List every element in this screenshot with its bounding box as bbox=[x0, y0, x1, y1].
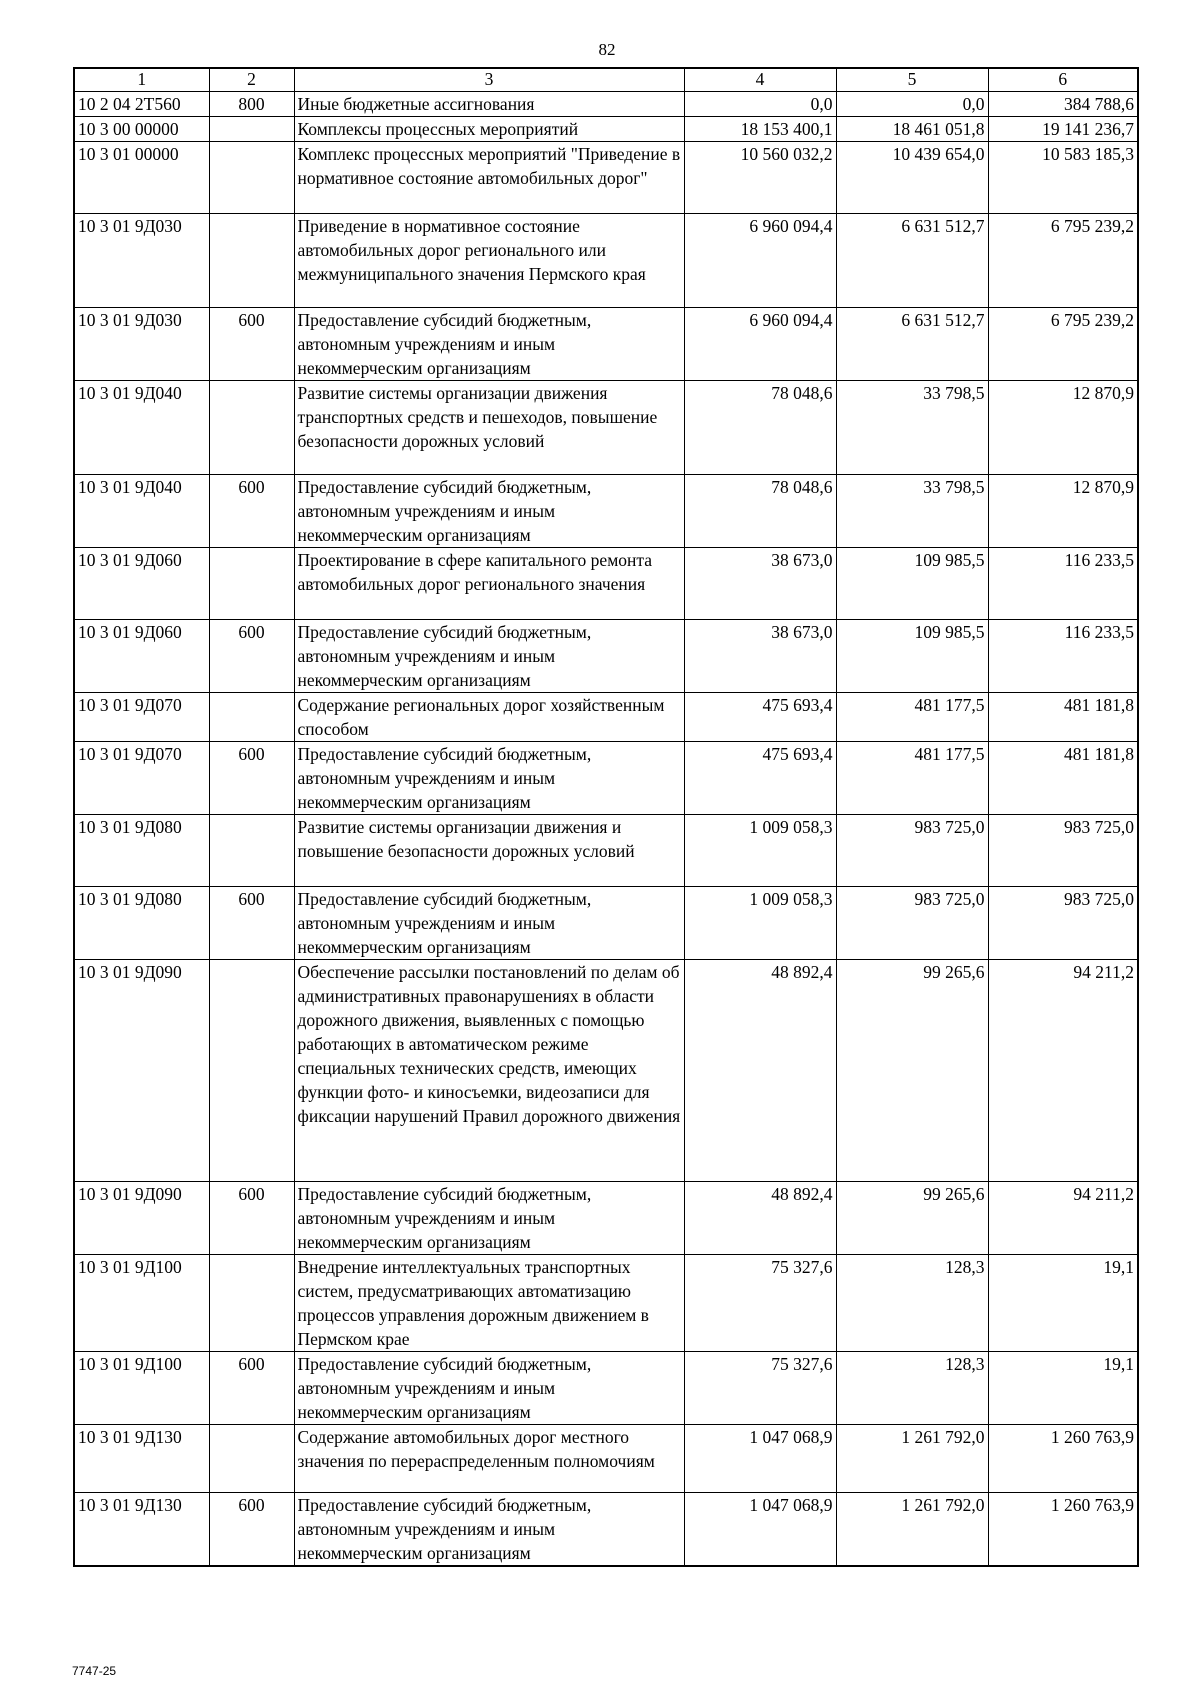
row-value-col5: 481 177,5 bbox=[836, 693, 988, 742]
table-row bbox=[74, 742, 1138, 815]
row-value-col6: 1 260 763,9 bbox=[988, 1425, 1138, 1493]
row-code: 10 3 01 9Д130 bbox=[74, 1493, 209, 1567]
row-value-col5: 109 985,5 bbox=[836, 548, 988, 620]
row-expense-type: 600 bbox=[209, 1182, 294, 1255]
column-header: 4 bbox=[684, 68, 836, 92]
row-value-col6: 481 181,8 bbox=[988, 693, 1138, 742]
row-value-col5: 0,0 bbox=[836, 92, 988, 117]
row-name: Внедрение интеллектуальных транспортных систем, предусматривающих автоматизацию процессов управления дорожным движением в Пермском крае bbox=[294, 1255, 684, 1352]
row-value-col5: 983 725,0 bbox=[836, 887, 988, 960]
row-expense-type: 600 bbox=[209, 1352, 294, 1425]
row-code: 10 3 01 9Д080 bbox=[74, 887, 209, 960]
table-row bbox=[74, 887, 1138, 960]
row-value-col5: 1 261 792,0 bbox=[836, 1425, 988, 1493]
row-value-col5: 6 631 512,7 bbox=[836, 214, 988, 308]
table-row bbox=[74, 1182, 1138, 1255]
page-number: 82 bbox=[598, 40, 616, 59]
table-row bbox=[74, 693, 1138, 742]
row-value-col5: 983 725,0 bbox=[836, 815, 988, 887]
row-code: 10 3 01 9Д090 bbox=[74, 960, 209, 1182]
row-expense-type bbox=[209, 214, 294, 308]
row-name: Предоставление субсидий бюджетным, автономным учреждениям и иным некоммерческим организациям bbox=[294, 308, 684, 381]
row-value-col6: 6 795 239,2 bbox=[988, 308, 1138, 381]
row-value-col4: 6 960 094,4 bbox=[684, 214, 836, 308]
row-code: 10 3 01 9Д100 bbox=[74, 1352, 209, 1425]
row-value-col6: 983 725,0 bbox=[988, 887, 1138, 960]
budget-table bbox=[73, 67, 1139, 1567]
row-value-col6: 19,1 bbox=[988, 1352, 1138, 1425]
document-id: 7747-25 bbox=[72, 1664, 117, 1678]
row-value-col6: 19,1 bbox=[988, 1255, 1138, 1352]
row-name: Предоставление субсидий бюджетным, автономным учреждениям и иным некоммерческим организациям bbox=[294, 1352, 684, 1425]
row-name: Предоставление субсидий бюджетным, автономным учреждениям и иным некоммерческим организациям bbox=[294, 475, 684, 548]
row-expense-type bbox=[209, 960, 294, 1182]
row-expense-type bbox=[209, 117, 294, 142]
row-name: Предоставление субсидий бюджетным, автономным учреждениям и иным некоммерческим организациям bbox=[294, 887, 684, 960]
row-value-col4: 1 047 068,9 bbox=[684, 1425, 836, 1493]
row-value-col4: 475 693,4 bbox=[684, 693, 836, 742]
row-name: Предоставление субсидий бюджетным, автономным учреждениям и иным некоммерческим организациям bbox=[294, 620, 684, 693]
row-expense-type bbox=[209, 693, 294, 742]
row-expense-type: 600 bbox=[209, 742, 294, 815]
row-value-col4: 6 960 094,4 bbox=[684, 308, 836, 381]
row-value-col4: 1 009 058,3 bbox=[684, 887, 836, 960]
row-code: 10 3 01 9Д090 bbox=[74, 1182, 209, 1255]
row-value-col4: 48 892,4 bbox=[684, 1182, 836, 1255]
row-value-col5: 99 265,6 bbox=[836, 960, 988, 1182]
row-expense-type: 600 bbox=[209, 620, 294, 693]
table-row bbox=[74, 92, 1138, 117]
column-header: 2 bbox=[209, 68, 294, 92]
row-value-col5: 99 265,6 bbox=[836, 1182, 988, 1255]
row-code: 10 3 01 9Д030 bbox=[74, 308, 209, 381]
row-expense-type: 600 bbox=[209, 1493, 294, 1567]
row-name: Предоставление субсидий бюджетным, автономным учреждениям и иным некоммерческим организациям bbox=[294, 1182, 684, 1255]
row-name: Проектирование в сфере капитального ремонта автомобильных дорог регионального значения bbox=[294, 548, 684, 620]
row-expense-type: 600 bbox=[209, 475, 294, 548]
row-value-col6: 384 788,6 bbox=[988, 92, 1138, 117]
row-value-col5: 1 261 792,0 bbox=[836, 1493, 988, 1567]
row-value-col5: 128,3 bbox=[836, 1255, 988, 1352]
row-code: 10 3 01 9Д040 bbox=[74, 475, 209, 548]
row-name: Обеспечение рассылки постановлений по делам об административных правонарушениях в области дорожного движения, выявленных с помощью работающих в автоматическом режиме специальных технических средств, имеющих функции фото- и киносъемки, видеозаписи для фиксации нарушений Правил дорожного движения bbox=[294, 960, 684, 1182]
row-expense-type bbox=[209, 815, 294, 887]
row-value-col4: 10 560 032,2 bbox=[684, 142, 836, 214]
row-code: 10 3 00 00000 bbox=[74, 117, 209, 142]
row-value-col4: 1 009 058,3 bbox=[684, 815, 836, 887]
row-code: 10 2 04 2Т560 bbox=[74, 92, 209, 117]
row-value-col6: 94 211,2 bbox=[988, 1182, 1138, 1255]
table-row bbox=[74, 308, 1138, 381]
table-row bbox=[74, 381, 1138, 475]
row-value-col4: 48 892,4 bbox=[684, 960, 836, 1182]
row-expense-type: 800 bbox=[209, 92, 294, 117]
table-row bbox=[74, 214, 1138, 308]
table-row bbox=[74, 142, 1138, 214]
row-expense-type bbox=[209, 1255, 294, 1352]
row-name: Развитие системы организации движения транспортных средств и пешеходов, повышение безопасности дорожных условий bbox=[294, 381, 684, 475]
row-value-col4: 1 047 068,9 bbox=[684, 1493, 836, 1567]
row-value-col6: 12 870,9 bbox=[988, 475, 1138, 548]
row-value-col4: 75 327,6 bbox=[684, 1352, 836, 1425]
row-code: 10 3 01 9Д040 bbox=[74, 381, 209, 475]
row-value-col5: 33 798,5 bbox=[836, 381, 988, 475]
row-value-col4: 18 153 400,1 bbox=[684, 117, 836, 142]
row-code: 10 3 01 00000 bbox=[74, 142, 209, 214]
row-code: 10 3 01 9Д080 bbox=[74, 815, 209, 887]
table-row bbox=[74, 960, 1138, 1182]
row-value-col6: 19 141 236,7 bbox=[988, 117, 1138, 142]
row-name: Содержание автомобильных дорог местного значения по перераспределенным полномочиям bbox=[294, 1425, 684, 1493]
row-expense-type bbox=[209, 548, 294, 620]
row-value-col5: 6 631 512,7 bbox=[836, 308, 988, 381]
row-value-col6: 116 233,5 bbox=[988, 548, 1138, 620]
row-value-col6: 94 211,2 bbox=[988, 960, 1138, 1182]
row-value-col4: 78 048,6 bbox=[684, 475, 836, 548]
row-name: Содержание региональных дорог хозяйственным способом bbox=[294, 693, 684, 742]
row-name: Предоставление субсидий бюджетным, автономным учреждениям и иным некоммерческим организациям bbox=[294, 742, 684, 815]
row-value-col6: 481 181,8 bbox=[988, 742, 1138, 815]
row-value-col6: 12 870,9 bbox=[988, 381, 1138, 475]
row-value-col4: 0,0 bbox=[684, 92, 836, 117]
row-name: Предоставление субсидий бюджетным, автономным учреждениям и иным некоммерческим организациям bbox=[294, 1493, 684, 1567]
column-header: 5 bbox=[836, 68, 988, 92]
table-row bbox=[74, 1352, 1138, 1425]
row-name: Развитие системы организации движения и повышение безопасности дорожных условий bbox=[294, 815, 684, 887]
row-code: 10 3 01 9Д030 bbox=[74, 214, 209, 308]
table-row bbox=[74, 815, 1138, 887]
header-row bbox=[74, 68, 1138, 92]
row-value-col4: 78 048,6 bbox=[684, 381, 836, 475]
table-row bbox=[74, 1493, 1138, 1567]
column-header: 3 bbox=[294, 68, 684, 92]
row-value-col4: 75 327,6 bbox=[684, 1255, 836, 1352]
column-header: 6 bbox=[988, 68, 1138, 92]
row-value-col6: 10 583 185,3 bbox=[988, 142, 1138, 214]
row-code: 10 3 01 9Д060 bbox=[74, 548, 209, 620]
row-code: 10 3 01 9Д060 bbox=[74, 620, 209, 693]
row-value-col5: 33 798,5 bbox=[836, 475, 988, 548]
row-expense-type: 600 bbox=[209, 308, 294, 381]
table-row bbox=[74, 475, 1138, 548]
row-value-col6: 116 233,5 bbox=[988, 620, 1138, 693]
table-body bbox=[74, 92, 1138, 1567]
row-code: 10 3 01 9Д130 bbox=[74, 1425, 209, 1493]
table-row bbox=[74, 117, 1138, 142]
row-expense-type bbox=[209, 1425, 294, 1493]
row-code: 10 3 01 9Д070 bbox=[74, 693, 209, 742]
row-name: Иные бюджетные ассигнования bbox=[294, 92, 684, 117]
table-row bbox=[74, 548, 1138, 620]
table-row bbox=[74, 1425, 1138, 1493]
row-value-col4: 475 693,4 bbox=[684, 742, 836, 815]
table-row bbox=[74, 620, 1138, 693]
table-row bbox=[74, 1255, 1138, 1352]
row-value-col5: 18 461 051,8 bbox=[836, 117, 988, 142]
row-code: 10 3 01 9Д100 bbox=[74, 1255, 209, 1352]
row-value-col5: 10 439 654,0 bbox=[836, 142, 988, 214]
row-value-col4: 38 673,0 bbox=[684, 548, 836, 620]
column-header: 1 bbox=[74, 68, 209, 92]
row-code: 10 3 01 9Д070 bbox=[74, 742, 209, 815]
row-name: Приведение в нормативное состояние автомобильных дорог регионального или межмуниципального значения Пермского края bbox=[294, 214, 684, 308]
row-expense-type: 600 bbox=[209, 887, 294, 960]
row-value-col6: 6 795 239,2 bbox=[988, 214, 1138, 308]
row-name: Комплекс процессных мероприятий "Приведение в нормативное состояние автомобильных дорог" bbox=[294, 142, 684, 214]
row-value-col5: 128,3 bbox=[836, 1352, 988, 1425]
row-value-col6: 983 725,0 bbox=[988, 815, 1138, 887]
row-value-col6: 1 260 763,9 bbox=[988, 1493, 1138, 1567]
row-expense-type bbox=[209, 381, 294, 475]
row-name: Комплексы процессных мероприятий bbox=[294, 117, 684, 142]
row-expense-type bbox=[209, 142, 294, 214]
row-value-col4: 38 673,0 bbox=[684, 620, 836, 693]
row-value-col5: 109 985,5 bbox=[836, 620, 988, 693]
row-value-col5: 481 177,5 bbox=[836, 742, 988, 815]
